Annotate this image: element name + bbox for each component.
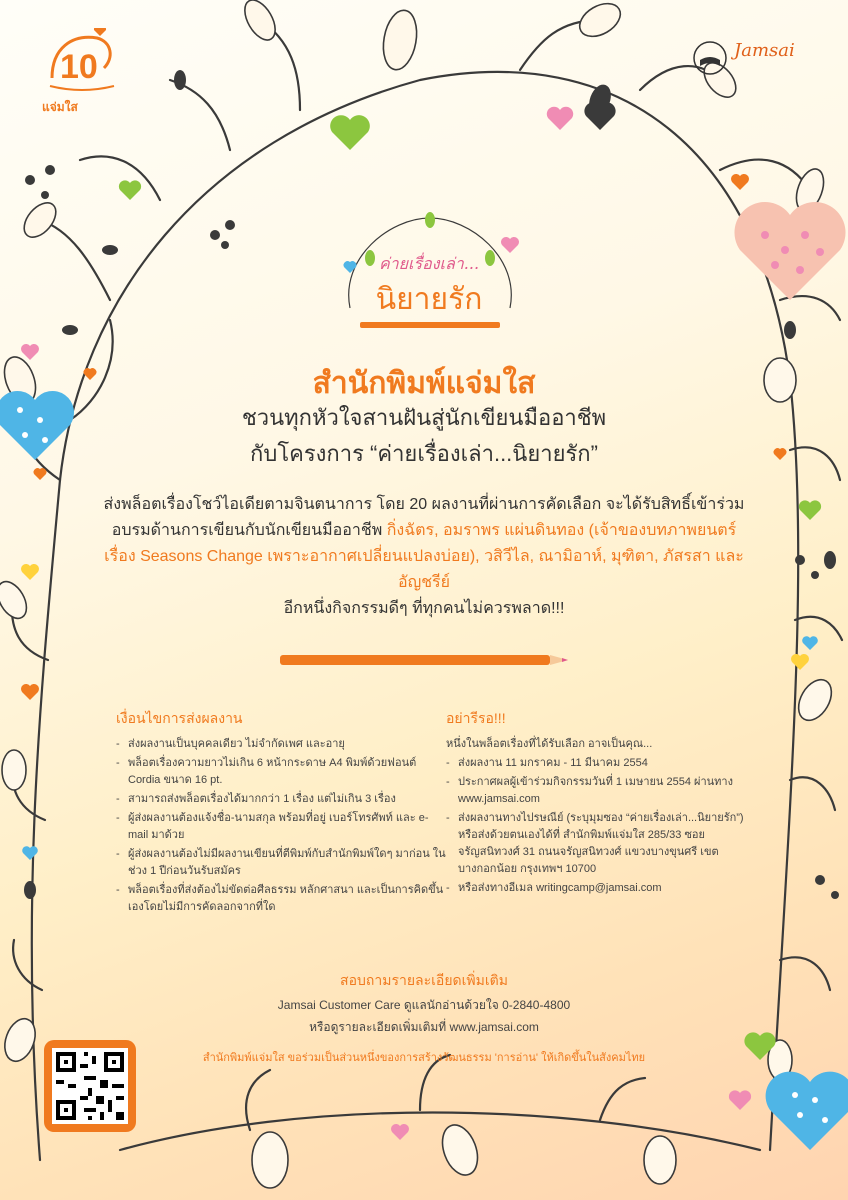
jamsai-10th-logo: [42, 28, 122, 124]
intro-paragraph: [100, 492, 748, 622]
footer-heading: สอบถามรายละเอียดเพิ่มเติม: [340, 972, 508, 988]
qr-code[interactable]: [44, 1040, 136, 1132]
svg-text:10: 10: [60, 48, 98, 86]
camp-logo-line1: ค่ายเรื่องเล่า...: [378, 254, 480, 273]
list-item: - ส่งผลงานเป็นบุคคลเดียว ไม่จำกัดเพศ และอายุ: [116, 736, 446, 753]
camp-logo: [330, 198, 530, 338]
list-item: - ผู้ส่งผลงานต้องไม่มีผลงานเขียนที่ตีพิมพ์กับสำนักพิมพ์ใดๆ มาก่อน ในช่วง 1 ปีก่อนวันรับสมัคร: [116, 846, 446, 880]
dont-wait-heading: อย่ารีรอ!!!: [446, 710, 506, 726]
intro-part3: อีกหนึ่งกิจกรรมดีๆ ที่ทุกคนไม่ควรพลาด!!!: [283, 600, 565, 617]
list-item: - พล็อตเรื่องความยาวไม่เกิน 6 หน้ากระดาษ A4 พิมพ์ด้วยฟอนต์ Cordia ขนาด 16 pt.: [116, 755, 446, 789]
list-item: - สามารถส่งพล็อตเรื่องได้มากกว่า 1 เรื่อง แต่ไม่เกิน 3 เรื่อง: [116, 791, 446, 808]
headline-title: สำนักพิมพ์แจ่มใส: [312, 367, 536, 400]
intro-part2: จะได้รับสิทธิ์เข้าร่วมอบรมด้านการเขียนกับนักเขียนมืออาชีพ: [111, 496, 745, 539]
list-item: - ประกาศผลผู้เข้าร่วมกิจกรรมวันที่ 1 เมษายน 2554 ผ่านทาง www.jamsai.com: [446, 774, 766, 808]
list-item: - ส่งผลงาน 11 มกราคม - 11 มีนาคม 2554: [446, 755, 766, 772]
book-icon: [690, 38, 730, 78]
conditions-heading: เงื่อนไขการส่งผลงาน: [116, 710, 243, 726]
left-logo-brand-text: แจ่มใส: [42, 100, 78, 114]
list-item: - พล็อตเรื่องที่ส่งต้องไม่ขัดต่อศีลธรรม หลักศาสนา และเป็นการคิดขึ้นเองโดยไม่มีการคัดลอกจากที่ใด: [116, 882, 446, 916]
qr-code-pattern: [52, 1048, 128, 1124]
pencil-divider: [280, 655, 568, 665]
right-logo-name: Jamsai: [734, 40, 795, 61]
list-item: - ส่งผลงานทางไปรษณีย์ (ระบุมุมซอง “ค่ายเรื่องเล่า...นิยายรัก”) หรือส่งด้วยตนเองได้ที่ สำนักพิมพ์แจ่มใส 285/33 ซอยจรัญสนิทวงศ์ 31 ถนนจรัญสนิทวงศ์ แขวงบางขุนศรี เขตบางกอกน้อย กรุงเทพฯ 10700: [446, 810, 766, 878]
footer-contact-line: Jamsai Customer Care ดูแลนักอ่านด้วยใจ 0-2840-4800: [277, 998, 571, 1012]
qr-icon: [52, 1048, 128, 1124]
dont-wait-lead: หนึ่งในพล็อตเรื่องที่ได้รับเลือก อาจเป็นคุณ...: [446, 738, 653, 750]
dont-wait-list: [446, 755, 766, 897]
conditions-list: [116, 736, 446, 916]
footer-note: สำนักพิมพ์แจ่มใส ขอร่วมเป็นส่วนหนึ่งของการสร้างวัฒนธรรม 'การอ่าน' ให้เกิดขึ้นในสังคมไทย: [202, 1052, 646, 1064]
ten-anniversary-icon: [42, 28, 122, 98]
list-item: - หรือส่งทางอีเมล writingcamp@jamsai.com: [446, 880, 766, 897]
headline-subtitle-1: ชวนทุกหัวใจสานฝันสู่นักเขียนมืออาชีพ: [241, 405, 607, 430]
jamsai-publisher-logo: [690, 38, 820, 78]
headline-subtitle-2: กับโครงการ “ค่ายเรื่องเล่า...นิยายรัก”: [250, 441, 598, 466]
footer-website-line: หรือดูรายละเอียดเพิ่มเติมที่ www.jamsai.com: [309, 1020, 539, 1034]
list-item: - ผู้ส่งผลงานต้องแจ้งชื่อ-นามสกุล พร้อมที่อยู่ เบอร์โทรศัพท์ และ e-mail มาด้วย: [116, 810, 446, 844]
intro-part1: ส่งพล็อตเรื่องโชว์ไอเดียตามจินตนาการ โดย 20 ผลงานที่ผ่านการคัดเลือก: [103, 496, 602, 513]
intro-authors: กิ่งฉัตร, อมราพร แผ่นดินทอง (เจ้าของบทภาพยนตร์เรื่อง Seasons Change เพราะอากาศเปลี่ยนแปลงบ่อย), วสิวีไล, ณามิอาห์, มุฑิตา, ภัสรสา และอัญชรีย์: [104, 522, 744, 591]
dont-wait-section: [446, 708, 766, 899]
conditions-section: [116, 708, 446, 918]
camp-logo-line2: นิยายรัก: [375, 283, 483, 316]
